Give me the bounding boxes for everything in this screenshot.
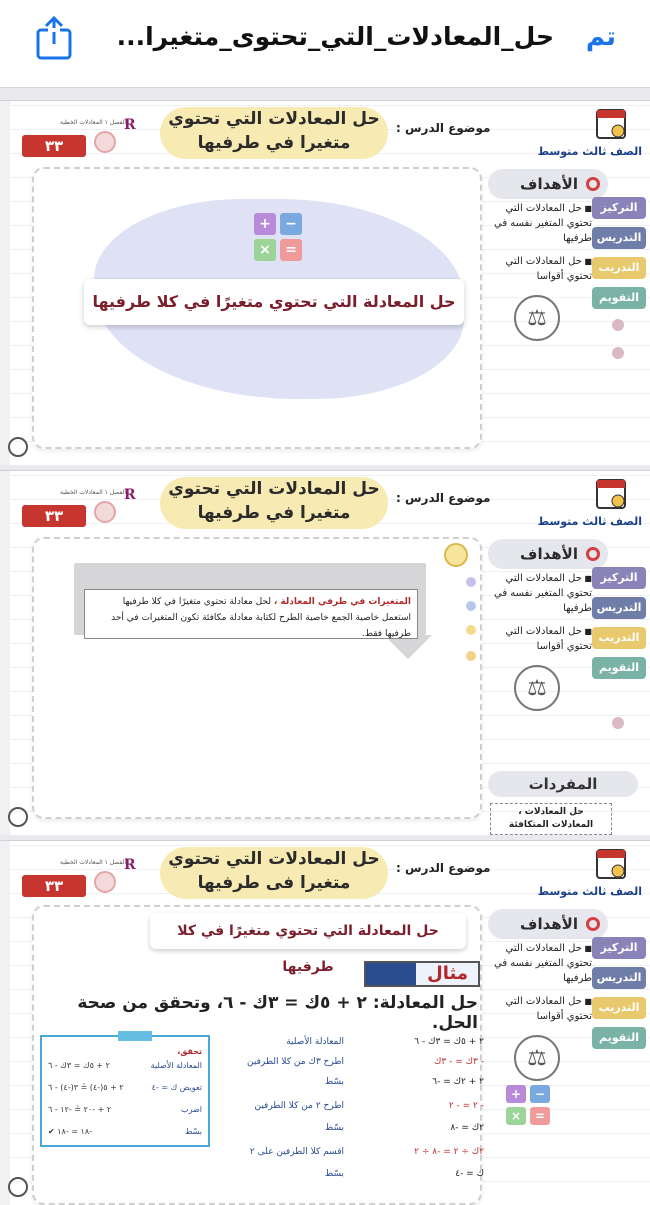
chapter-label: الفصل ١ المعادلات الخطية — [60, 859, 126, 866]
target-icon — [586, 917, 600, 931]
problem-statement: حل المعادلة: ٢ + ٥ك = ٣ك - ٦، وتحقق من صحة الحل. — [77, 993, 478, 1033]
tab-assess[interactable]: التقويم — [592, 287, 646, 309]
step-label: اطرح ٢ من كلا الطرفين — [254, 1101, 344, 1111]
goal-item: ■ حل المعادلات التي تحتوي المتغير نفسه في طرفيها — [488, 571, 592, 616]
lesson-label: موضوع الدرس : — [396, 491, 491, 505]
pin-decoration — [118, 1031, 152, 1041]
top-toolbar — [0, 0, 650, 88]
page-number-badge: ٣٣ — [22, 505, 86, 527]
slide-2[interactable] — [0, 470, 650, 835]
content-card — [32, 537, 482, 819]
vocab-item: المعادلات المتكافئة — [508, 820, 594, 830]
goal-item: ■ حل المعادلات التي تحتوي المتغير نفسه في طرفيها — [488, 941, 592, 986]
chapter-label: الفصل ١ المعادلات الخطية — [60, 119, 126, 126]
tab-focus[interactable]: التركيز — [592, 937, 646, 959]
document-title: حل_المعادلات_التي_تحتوى_متغيرا... — [116, 22, 554, 51]
tab-focus[interactable]: التركيز — [592, 197, 646, 219]
book-icon — [94, 131, 116, 153]
lesson-title-banner — [160, 107, 388, 159]
lesson-title-line2: متغيرا فى طرفيها — [197, 873, 351, 893]
tab-practice[interactable]: التدريب — [592, 627, 646, 649]
calendar-icon — [596, 105, 626, 139]
tab-focus[interactable]: التركيز — [592, 567, 646, 589]
step-eq: ٢ + ٢ك = -٦ — [432, 1077, 484, 1087]
goals-header: الأهداف — [488, 909, 608, 939]
content-card — [32, 905, 482, 1205]
grade-label: الصف ثالث متوسط — [537, 885, 642, 898]
goal-item: ■ حل المعادلات التي تحتوي أقواسا — [488, 254, 592, 284]
sidebar — [484, 165, 650, 465]
vocabulary-box — [490, 803, 612, 835]
nav-dot[interactable] — [612, 319, 624, 331]
tab-teach[interactable]: التدريس — [592, 967, 646, 989]
step-label: بسّط — [324, 1077, 344, 1087]
check-step-label: تعويض ك = -٤ — [151, 1083, 202, 1092]
dot — [466, 651, 476, 661]
page-number-badge: ٣٣ — [22, 875, 86, 897]
lesson-ribbon: حل المعادلة التي تحتوي متغيرًا في كلا طرفيها — [150, 913, 466, 949]
goals-header: الأهداف — [488, 539, 608, 569]
done-button[interactable]: تم — [585, 22, 616, 52]
dot — [466, 601, 476, 611]
step-eq: - ٣ك = - ٣ك — [433, 1057, 484, 1067]
seal-icon — [8, 807, 28, 827]
step-label: بسّط — [324, 1123, 344, 1133]
tab-practice[interactable]: التدريب — [592, 257, 646, 279]
slide-edge — [0, 841, 10, 1205]
tab-teach[interactable]: التدريس — [592, 227, 646, 249]
example-tag: مثال — [364, 961, 480, 987]
target-icon — [586, 547, 600, 561]
balance-scale-icon: ⚖ — [514, 1035, 560, 1081]
step-eq: ك = -٤ — [455, 1169, 484, 1179]
lesson-label: موضوع الدرس : — [396, 861, 491, 875]
math-operators-icon: + − × = — [254, 213, 304, 263]
slide-1[interactable] — [0, 100, 650, 465]
sidebar — [484, 535, 650, 835]
goal-item: ■ حل المعادلات التي تحتوي أقواسا — [488, 624, 592, 654]
check-step-eq: ٢ + ٥(-٤) ≟ ٣(-٤) - ٦ — [48, 1083, 124, 1092]
step-label: المعادلة الأصلية — [286, 1037, 344, 1047]
tab-assess[interactable]: التقويم — [592, 657, 646, 679]
lesson-ribbon: حل المعادلة التي تحتوي متغيرًا في كلا طرفيها — [84, 279, 464, 325]
goal-item: ■ حل المعادلات التي تحتوي أقواسا — [488, 994, 592, 1024]
lesson-title-line1: حل المعادلات التي تحتوي — [168, 479, 380, 499]
check-step-label: المعادلة الأصلية — [150, 1061, 202, 1070]
calendar-icon — [596, 845, 626, 879]
vocabulary-header: المفردات — [488, 771, 638, 797]
lesson-label: موضوع الدرس : — [396, 121, 491, 135]
check-title: تحقق، — [177, 1047, 202, 1056]
math-operators-icon: + − × = — [506, 1085, 566, 1135]
target-icon — [586, 177, 600, 191]
step-eq: ٢ك ÷ ٢ = -٨ ÷ ٢ — [414, 1147, 484, 1157]
check-step-eq: ٢ + -٢٠ ≟ -١٢ - ٦ — [48, 1105, 112, 1114]
check-step-eq: ٢ + ٥ك = ٣ك - ٦ — [48, 1061, 110, 1070]
dot — [466, 577, 476, 587]
lesson-title-line1: حل المعادلات التي تحتوي — [168, 109, 380, 129]
definition-box — [84, 589, 418, 639]
slide-edge — [0, 101, 10, 465]
lesson-title-line2: متغيرا في طرفيها — [197, 503, 351, 523]
step-label: اقسم كلا الطرفين على ٢ — [249, 1147, 344, 1157]
lesson-title-banner — [160, 847, 388, 899]
book-icon — [94, 501, 116, 523]
check-step-label: اضرب — [181, 1105, 202, 1114]
page-number-badge: ٣٣ — [22, 135, 86, 157]
slide-3[interactable] — [0, 840, 650, 1205]
logo: R — [124, 117, 136, 133]
calendar-icon — [596, 475, 626, 509]
seal-icon — [8, 1177, 28, 1197]
balance-scale-icon: ⚖ — [514, 295, 560, 341]
step-eq: ٢ك = -٨ — [450, 1123, 484, 1133]
seal-icon — [8, 437, 28, 457]
check-step-eq: -١٨ = -١٨ ✔ — [48, 1127, 93, 1136]
dot — [466, 625, 476, 635]
definition-term: المتغيرات في طرفي المعادلة ، — [273, 597, 411, 607]
logo: R — [124, 487, 136, 503]
tab-practice[interactable]: التدريب — [592, 997, 646, 1019]
chapter-label: الفصل ١ المعادلات الخطية — [60, 489, 126, 496]
balance-scale-icon: ⚖ — [514, 665, 560, 711]
check-solution-box — [40, 1035, 210, 1147]
step-eq: - ٢ = - ٢ — [448, 1101, 484, 1111]
goal-item: ■ حل المعادلات التي تحتوي المتغير نفسه في طرفيها — [488, 201, 592, 246]
definition-text: لحل معادلة تحتوي متغيرًا في كلا طرفيها استعمل خاصية الجمع خاصية الطرح لكتابة معادلة مكافئة تكون المتغيرات في أحد طرفيها فقط. — [111, 597, 411, 639]
lightbulb-icon — [444, 543, 468, 567]
logo: R — [124, 857, 136, 873]
lesson-title-line2: متغيرا في طرفيها — [197, 133, 351, 153]
book-icon — [94, 871, 116, 893]
lesson-title-banner — [160, 477, 388, 529]
content-card — [32, 167, 482, 449]
tab-teach[interactable]: التدريس — [592, 597, 646, 619]
slide-edge — [0, 471, 10, 835]
grade-label: الصف ثالث متوسط — [537, 515, 642, 528]
solution-steps — [234, 1037, 484, 1187]
step-label: بسّط — [324, 1169, 344, 1179]
lesson-title-line1: حل المعادلات التي تحتوي — [168, 849, 380, 869]
check-step-label: بسّط — [185, 1127, 202, 1136]
tab-assess[interactable]: التقويم — [592, 1027, 646, 1049]
nav-dot[interactable] — [612, 717, 624, 729]
sidebar — [484, 905, 650, 1205]
step-eq: ٢ + ٥ك = ٣ك - ٦ — [414, 1037, 484, 1047]
grade-label: الصف ثالث متوسط — [537, 145, 642, 158]
step-label: اطرح ٣ك من كلا الطرفين — [247, 1057, 344, 1067]
vocab-item: حل المعادلات ، — [518, 807, 584, 817]
goals-header: الأهداف — [488, 169, 608, 199]
nav-dot[interactable] — [612, 347, 624, 359]
share-icon[interactable] — [34, 16, 74, 60]
